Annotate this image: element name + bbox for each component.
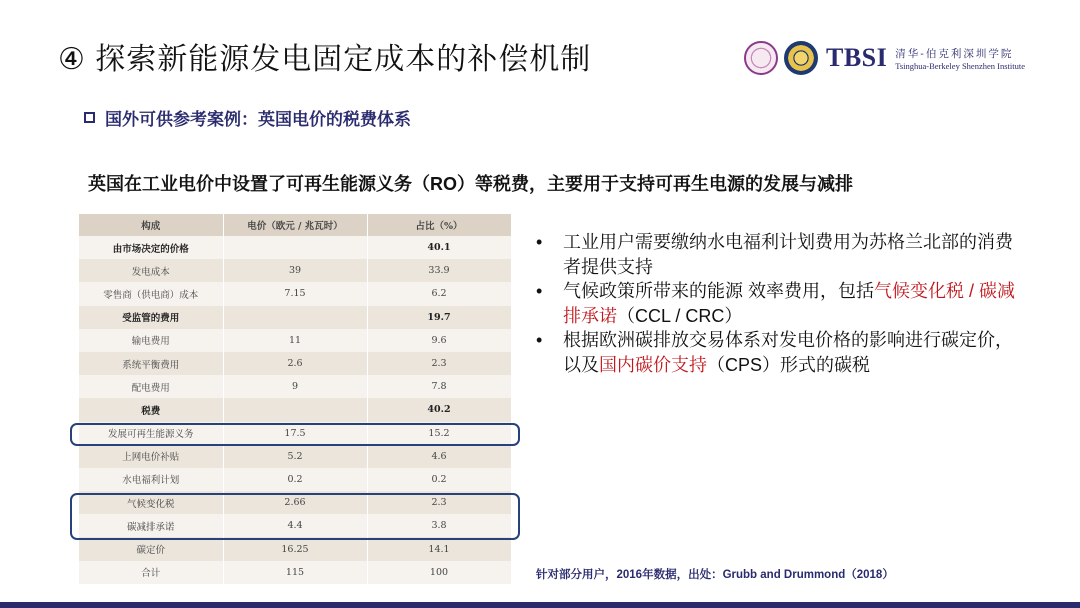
- table-row: [79, 398, 511, 421]
- page-title: ④ 探索新能源发电固定成本的补偿机制: [58, 43, 592, 76]
- cell-component: 零售商（供电商）成本: [79, 282, 223, 305]
- bullet-text: （CCL / CRC）: [617, 305, 743, 326]
- bullet-list: [536, 230, 1026, 377]
- table-row: [79, 282, 511, 305]
- table-header-row: [79, 214, 511, 236]
- cell-price: 115: [223, 561, 367, 584]
- cell-price: 16.25: [223, 537, 367, 560]
- section-label: 国外可供参考案例：英国电价的税费体系: [105, 110, 411, 129]
- table-row: [79, 537, 511, 560]
- cell-share: 4.6: [367, 445, 511, 468]
- cell-price: 7.15: [223, 282, 367, 305]
- cell-component: 碳减排承诺: [79, 514, 223, 537]
- cell-share: 33.9: [367, 259, 511, 282]
- table-row: [79, 561, 511, 584]
- cell-component: 发展可再生能源义务: [79, 422, 223, 445]
- bottom-bar: [0, 602, 1080, 608]
- institute-name-cn: 清华-伯克利深圳学院: [895, 47, 1014, 60]
- cell-share: 9.6: [367, 329, 511, 352]
- bullet-text: （CPS）形式的碳税: [707, 354, 871, 375]
- berkeley-seal-icon: [784, 41, 818, 75]
- headline: 英国在工业电价中设置了可再生能源义务（RO）等税费，主要用于支持可再生电源的发展与减排: [88, 174, 853, 194]
- table-row: [79, 259, 511, 282]
- bullet-highlight-text: 国内碳价支持: [599, 354, 707, 375]
- cell-component: 碳定价: [79, 537, 223, 560]
- cell-price: 0.2: [223, 468, 367, 491]
- cell-share: 15.2: [367, 422, 511, 445]
- tbsi-logo-text: TBSI: [826, 43, 888, 72]
- cell-component: 系统平衡费用: [79, 352, 223, 375]
- cell-share: 40.2: [367, 398, 511, 421]
- cell-component: 受监管的费用: [79, 306, 223, 329]
- cell-share: 19.7: [367, 306, 511, 329]
- table-row: [79, 329, 511, 352]
- cell-share: 3.8: [367, 514, 511, 537]
- cell-price: [223, 306, 367, 329]
- table-row: [79, 306, 511, 329]
- header-share: 占比（%）: [367, 214, 511, 236]
- header-component: 构成: [79, 214, 223, 236]
- bullet-dot-icon: •: [536, 281, 543, 301]
- table-row: [79, 468, 511, 491]
- cell-component: 气候变化税: [79, 491, 223, 514]
- price-table-container: [79, 214, 511, 584]
- cell-share: 100: [367, 561, 511, 584]
- header-price: 电价（欧元 / 兆瓦时）: [223, 214, 367, 236]
- cell-component: 税费: [79, 398, 223, 421]
- cell-price: 17.5: [223, 422, 367, 445]
- table-row: [79, 236, 511, 259]
- cell-share: 0.2: [367, 468, 511, 491]
- section-heading: [84, 105, 411, 130]
- source-note: 针对部分用户，2016年数据，出处：Grubb and Drummond（2018）: [536, 569, 894, 581]
- cell-price: [223, 236, 367, 259]
- bullet-item: [536, 279, 1026, 328]
- bullet-text: 工业用户需要缴纳水电福利计划费用为苏格兰北部的消费者提供支持: [563, 232, 1013, 277]
- cell-share: 2.3: [367, 491, 511, 514]
- bullet-dot-icon: •: [536, 330, 543, 350]
- institute-name: [895, 46, 1025, 71]
- highlight-box-ccl-crc: [70, 493, 520, 540]
- cell-component: 输电费用: [79, 329, 223, 352]
- cell-price: 9: [223, 375, 367, 398]
- cell-component: 配电费用: [79, 375, 223, 398]
- cell-price: 39: [223, 259, 367, 282]
- logo-group: [744, 38, 1025, 78]
- bullet-item: [536, 230, 1026, 279]
- table-row: [79, 445, 511, 468]
- cell-component: 发电成本: [79, 259, 223, 282]
- cell-price: 5.2: [223, 445, 367, 468]
- cell-price: 4.4: [223, 514, 367, 537]
- cell-component: 合计: [79, 561, 223, 584]
- cell-share: 14.1: [367, 537, 511, 560]
- cell-share: 2.3: [367, 352, 511, 375]
- cell-component: 由市场决定的价格: [79, 236, 223, 259]
- table-row: [79, 375, 511, 398]
- bullet-dot-icon: •: [536, 232, 543, 252]
- bullet-item: [536, 328, 1026, 377]
- bullet-text: 根据欧洲碳排放交易体系对发电价格的影响进行碳定价，以及: [563, 330, 1013, 375]
- cell-price: 2.6: [223, 352, 367, 375]
- cell-price: [223, 398, 367, 421]
- checkbox-square-icon: [84, 112, 95, 123]
- table-row: [79, 352, 511, 375]
- cell-component: 水电福利计划: [79, 468, 223, 491]
- bullet-highlight-text: 气候变化税 / 碳减排承诺: [563, 281, 1016, 326]
- cell-price: 11: [223, 329, 367, 352]
- cell-price: 2.66: [223, 491, 367, 514]
- highlight-box-ro: [70, 423, 520, 446]
- cell-share: 6.2: [367, 282, 511, 305]
- cell-share: 7.8: [367, 375, 511, 398]
- institute-name-en: Tsinghua-Berkeley Shenzhen Institute: [895, 60, 1025, 71]
- tsinghua-seal-icon: [744, 41, 778, 75]
- bullet-text: 气候政策所带来的能源 效率费用，包括: [563, 281, 874, 301]
- cell-share: 40.1: [367, 236, 511, 259]
- cell-component: 上网电价补贴: [79, 445, 223, 468]
